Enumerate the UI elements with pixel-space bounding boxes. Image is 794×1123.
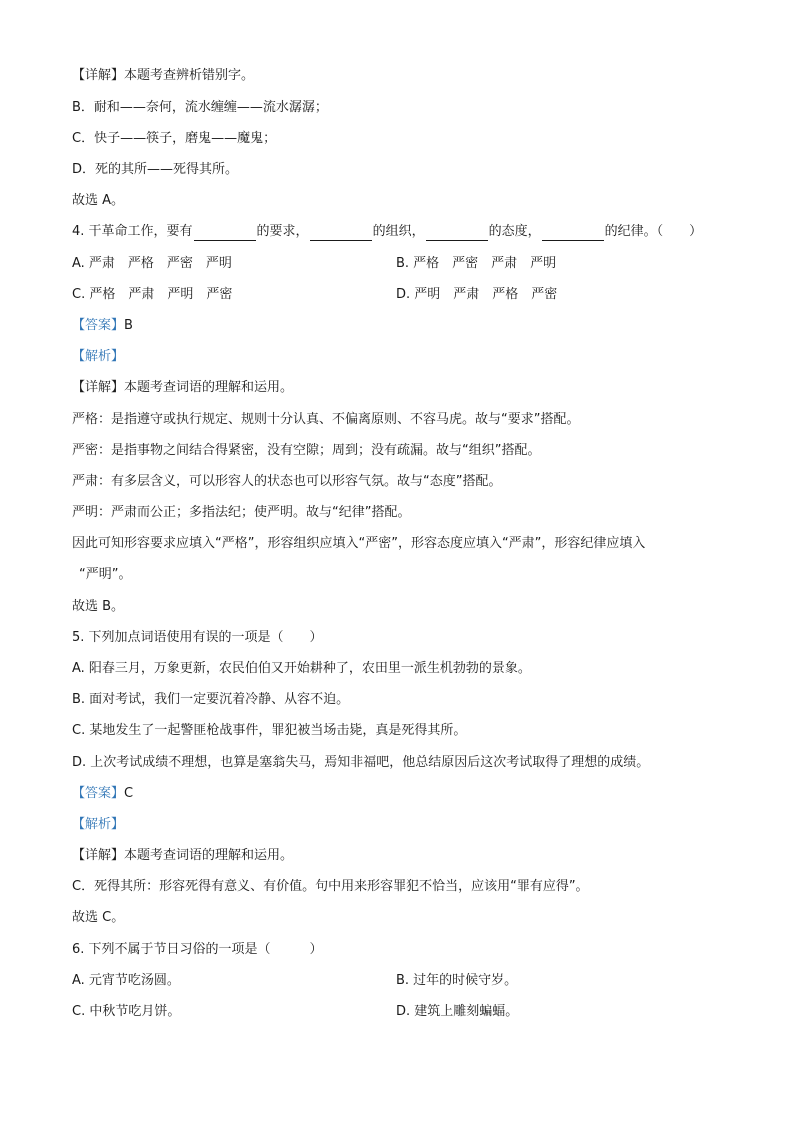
analysis-tag-q4: 【解析】	[72, 349, 125, 364]
stem-part: 4. 干革命工作，要有	[72, 224, 193, 239]
stem-part: 的组织，	[372, 224, 425, 239]
option-b: B. 面对考试，我们一定要沉着冷静、从容不迫。	[72, 692, 350, 707]
choice-q3: 故选 A。	[72, 193, 125, 208]
explanation-line: 严格：是指遵守或执行规定、规则十分认真、不偏离原则、不容马虎。故与“要求”搭配。	[72, 412, 580, 427]
option-a: A. 元宵节吃汤圆。	[72, 973, 180, 988]
option-c: C. 某地发生了一起警匪枪战事件，罪犯被当场击毙，真是死得其所。	[72, 723, 467, 738]
option-a: A. 严肃 严格 严密 严明	[72, 256, 232, 271]
fill-blank	[194, 226, 256, 241]
detail-heading-q3: 【详解】本题考查辨析错别字。	[72, 68, 255, 83]
answer-tag: 【答案】	[72, 318, 125, 333]
answer-value: C	[124, 786, 134, 801]
answer-tag: 【答案】	[72, 786, 125, 801]
detail-heading-q5: 【详解】本题考查词语的理解和运用。	[72, 848, 294, 863]
option-d: D. 建筑上雕刻蝙蝠。	[396, 1004, 519, 1019]
option-c: C. 中秋节吃月饼。	[72, 1004, 181, 1019]
detail-line-d: D．死的其所——死得其所。	[72, 162, 239, 177]
stem-part: 的态度，	[488, 224, 541, 239]
option-b: B. 过年的时候守岁。	[396, 973, 518, 988]
answer-value: B	[124, 318, 133, 333]
fill-blank	[542, 226, 604, 241]
explanation-line: “严明”。	[79, 567, 132, 582]
question-4-stem	[72, 223, 702, 241]
answer-q4	[72, 317, 133, 335]
stem-part: 的要求，	[256, 224, 309, 239]
explanation-line: 严肃：有多层含义，可以形容人的状态也可以形容气氛。故与“态度”搭配。	[72, 474, 502, 489]
option-d: D. 上次考试成绩不理想，也算是塞翁失马，焉知非福吧，他总结原因后这次考试取得了理想的成绩。	[72, 755, 650, 770]
choice-q4: 故选 B。	[72, 599, 125, 614]
detail-line-c: C．快子——筷子，磨鬼——魔鬼；	[72, 131, 277, 146]
option-b: B. 严格 严密 严肃 严明	[396, 256, 557, 271]
analysis-tag-q5: 【解析】	[72, 817, 125, 832]
explanation-line: 严明：严肃而公正；多指法纪；使严明。故与“纪律”搭配。	[72, 505, 411, 520]
option-d: D. 严明 严肃 严格 严密	[396, 287, 558, 302]
detail-heading-q4: 【详解】本题考查词语的理解和运用。	[72, 380, 294, 395]
explanation-line: C．死得其所：形容死得有意义、有价值。句中用来形容罪犯不恰当，应该用“罪有应得”。	[72, 879, 589, 894]
explanation-line: 因此可知形容要求应填入“严格”，形容组织应填入“严密”，形容态度应填入“严肃”，形容纪律应填入	[72, 536, 646, 551]
stem-part: 的纪律。（ ）	[604, 224, 703, 239]
detail-line-b: B．耐和——奈何，流水缠缠——流水潺潺；	[72, 100, 328, 115]
fill-blank	[426, 226, 488, 241]
option-a: A. 阳春三月，万象更新，农民伯伯又开始耕种了，农田里一派生机勃勃的景象。	[72, 661, 531, 676]
question-6-stem: 6. 下列不属于节日习俗的一项是（ ）	[72, 942, 323, 957]
option-c: C. 严格 严肃 严明 严密	[72, 287, 233, 302]
explanation-line: 严密：是指事物之间结合得紧密，没有空隙；周到；没有疏漏。故与“组织”搭配。	[72, 443, 541, 458]
choice-q5: 故选 C。	[72, 910, 125, 925]
fill-blank	[310, 226, 372, 241]
answer-q5	[72, 785, 133, 803]
question-5-stem: 5. 下列加点词语使用有误的一项是（ ）	[72, 630, 323, 645]
